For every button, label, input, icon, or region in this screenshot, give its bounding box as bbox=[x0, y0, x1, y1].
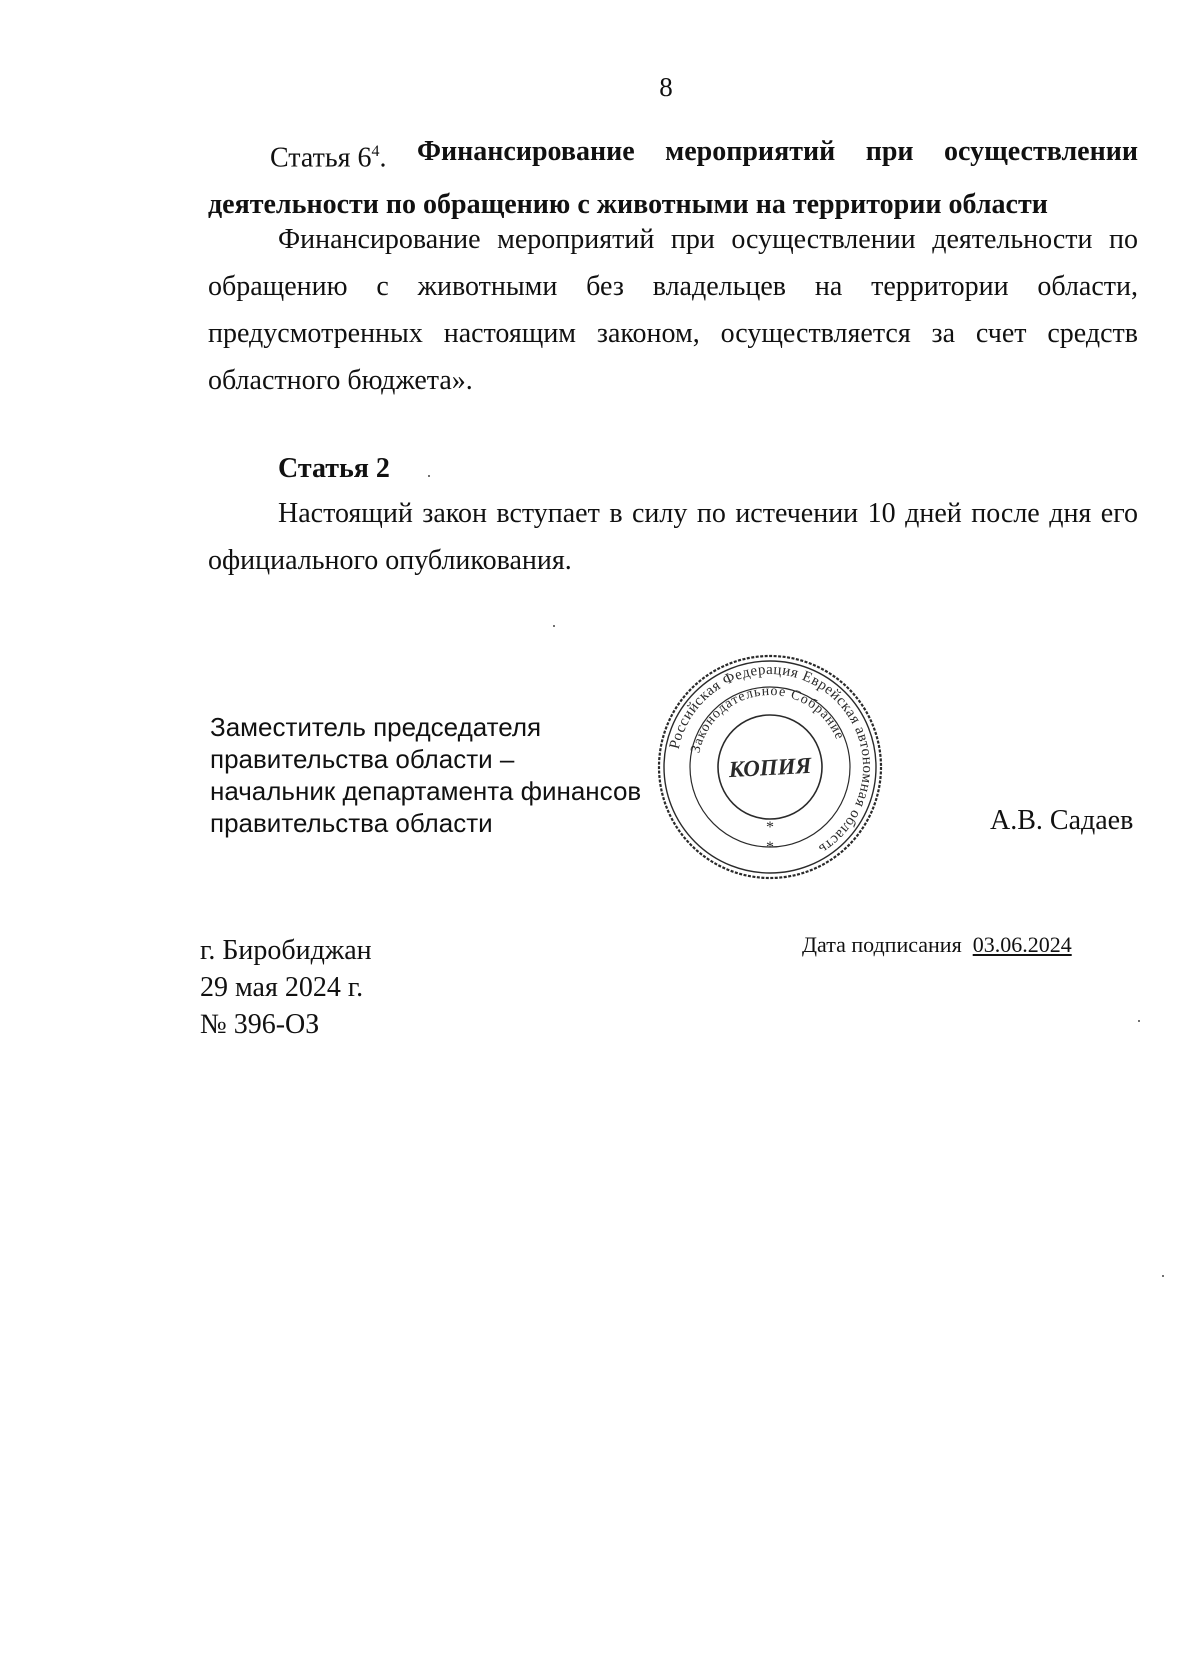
article-6-4-prefix: Статья $6^4$. bbox=[270, 142, 387, 174]
signature-position bbox=[210, 711, 641, 839]
seal-copy-label: КОПИЯ bbox=[728, 752, 813, 783]
article-2-body: Настоящий закон вступает в силу по истечении 10 дней после дня его официального опубликования. bbox=[208, 498, 1138, 576]
scan-speck bbox=[428, 475, 430, 477]
article-6-4-title-line2: деятельности по обращению с животными на территории области bbox=[208, 189, 1048, 221]
article-6-4-title-word: мероприятий bbox=[665, 136, 836, 167]
scan-speck bbox=[1138, 1020, 1140, 1022]
article-6-4-title-word: Финансирование bbox=[416, 136, 635, 167]
position-line: начальник департамента финансов bbox=[210, 776, 642, 806]
seal-outer-text: Российская Федерация Еврейская автономная область bbox=[666, 661, 876, 858]
scan-speck bbox=[1162, 1275, 1164, 1277]
article-6-4-title-word: при bbox=[865, 136, 914, 167]
signing-date bbox=[802, 932, 1072, 958]
signing-date-value: 03.06.2024 bbox=[972, 932, 1072, 957]
position-line: правительства области bbox=[210, 808, 493, 838]
city: г. Биробиджан bbox=[200, 935, 372, 966]
seal-star: * bbox=[766, 839, 774, 856]
law-date: 29 мая 2024 г. bbox=[200, 972, 364, 1003]
signing-date-label: Дата подписания bbox=[802, 932, 962, 957]
seal-star: * bbox=[766, 819, 774, 836]
article-6-4-heading bbox=[208, 128, 1138, 228]
seal-inner-text: Законодательное Собрание bbox=[688, 683, 848, 755]
position-line: Заместитель председателя bbox=[210, 712, 542, 742]
law-number: № 396-ОЗ bbox=[200, 1009, 320, 1040]
article-6-4-body: Финансирование мероприятий при осуществлении деятельности по обращению с животными без владельцев на территории области, предусмотренных настоящим законом, осуществляется за счет средств областного бюджета». bbox=[208, 224, 1138, 396]
place-date-number bbox=[200, 932, 372, 1043]
scan-speck bbox=[553, 625, 555, 627]
page-number: 8 bbox=[659, 72, 673, 102]
signer-name: А.В. Садаев bbox=[990, 805, 1134, 836]
article-2-title: Статья 2 bbox=[278, 453, 390, 484]
position-line: правительства области – bbox=[210, 744, 515, 774]
official-seal bbox=[655, 652, 885, 882]
article-6-4-title-word: осуществлении bbox=[944, 136, 1138, 167]
